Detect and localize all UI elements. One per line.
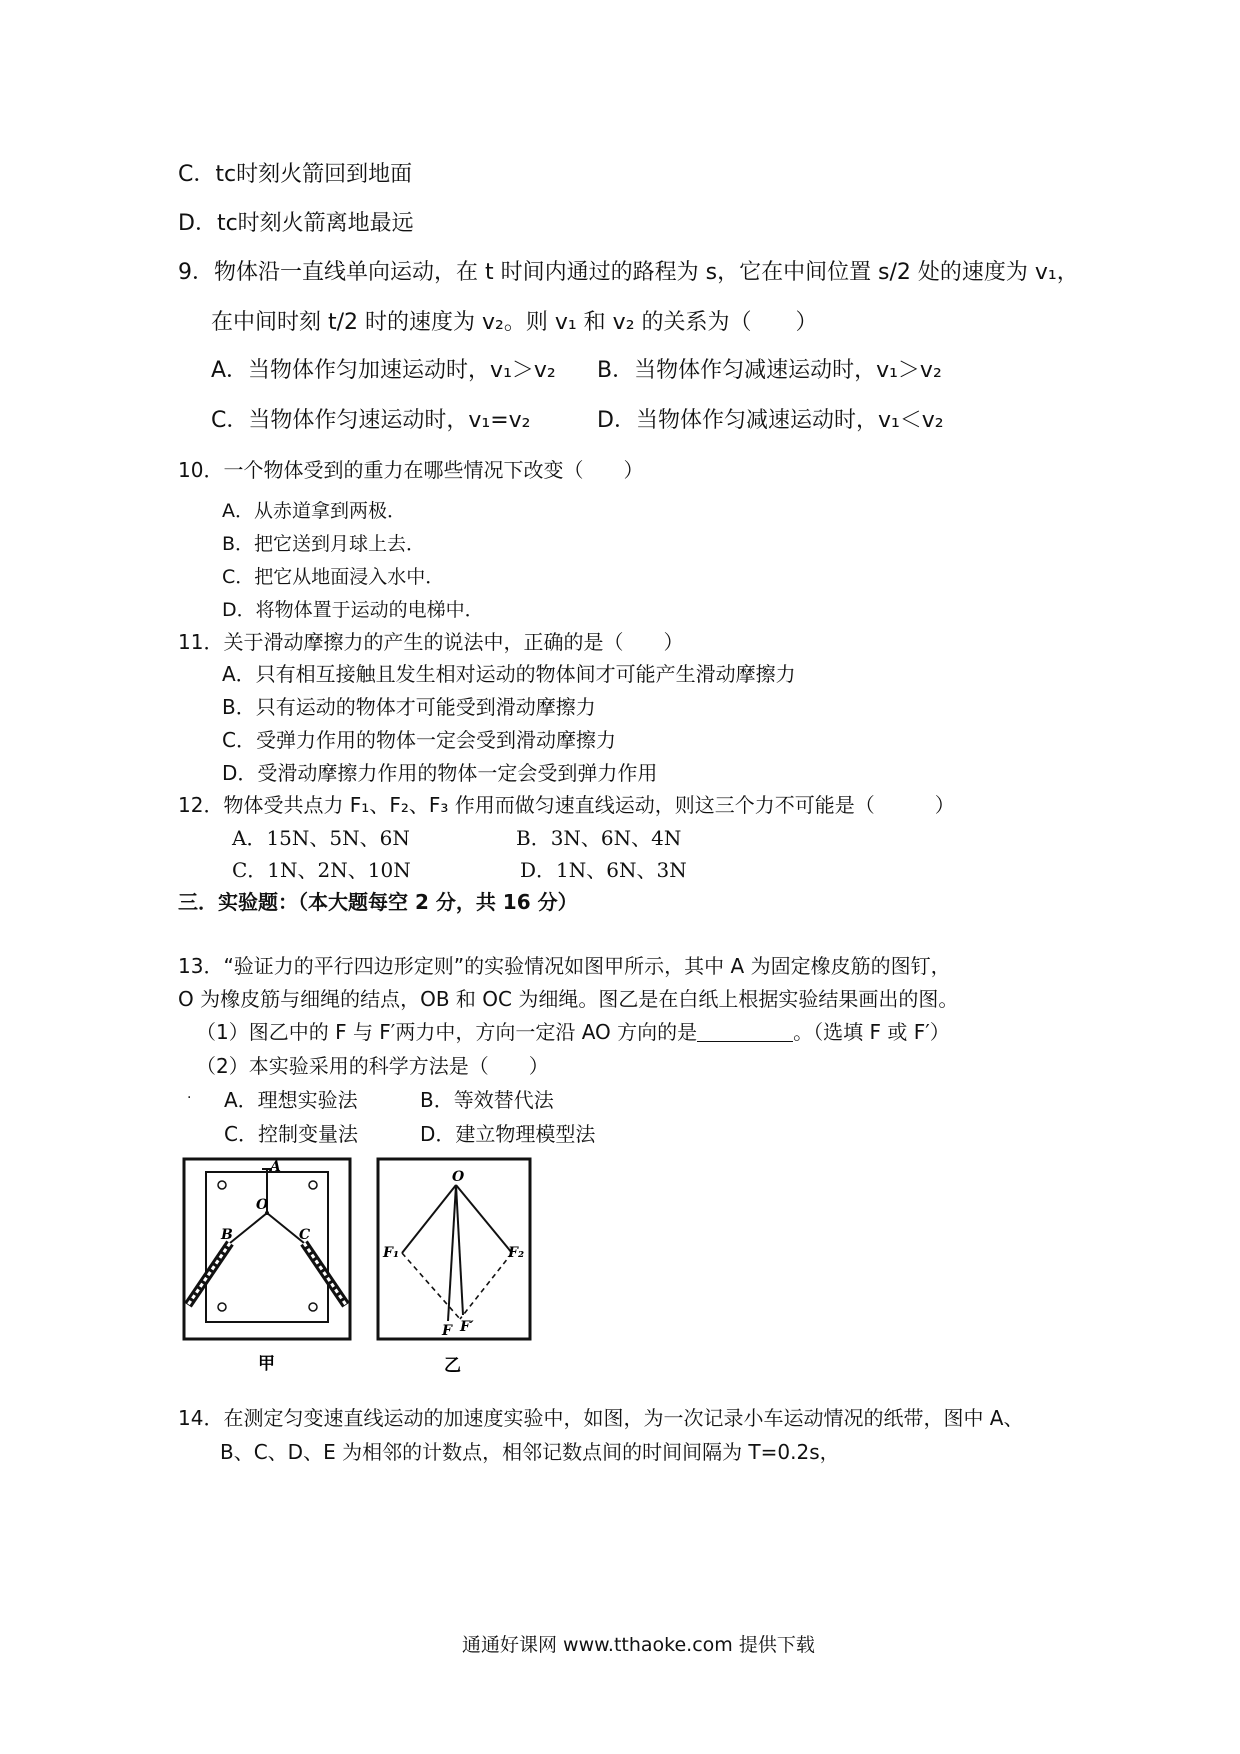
q13-option-b: B．等效替代法 bbox=[420, 1088, 554, 1112]
q12-option-c: C．1N、2N、10N bbox=[232, 858, 411, 882]
q9-option-d: D．当物体作匀减速运动时，v₁＜v₂ bbox=[597, 408, 944, 433]
q9-option-c: C．当物体作匀速运动时，v₁=v₂ bbox=[211, 408, 531, 433]
q13-option-a: A．理想实验法 bbox=[224, 1088, 358, 1112]
q13-part1-text: （1）图乙中的 F 与 F′两力中，方向一定沿 AO 方向的是 bbox=[196, 1020, 698, 1044]
label-f-prime: F′ bbox=[460, 1319, 474, 1335]
q13-stem-line1: 13．“验证力的平行四边形定则”的实验情况如图甲所示，其中 A 为固定橡皮筋的图钉， bbox=[178, 954, 951, 978]
vector-f1 bbox=[402, 1185, 456, 1253]
q11-option-a: A．只有相互接触且发生相对运动的物体间才可能产生滑动摩擦力 bbox=[222, 662, 796, 686]
q12-option-a: A．15N、5N、6N bbox=[232, 826, 410, 850]
q10-option-d: D．将物体置于运动的电梯中． bbox=[222, 599, 484, 621]
q9-stem-line2: 在中间时刻 t/2 时的速度为 v₂。则 v₁ 和 v₂ 的关系为（ ） bbox=[211, 310, 818, 335]
spring-scale-left bbox=[188, 1243, 230, 1305]
answer-blank bbox=[697, 1023, 793, 1042]
q11-option-b: B．只有运动的物体才可能受到滑动摩擦力 bbox=[222, 695, 596, 719]
q10-option-c: C．把它从地面浸入水中． bbox=[222, 566, 445, 588]
figure-yi bbox=[374, 1155, 534, 1375]
vector-f2 bbox=[456, 1185, 512, 1253]
label-f1: F₁ bbox=[383, 1245, 400, 1261]
q13-part1 bbox=[196, 1022, 950, 1042]
vector-f bbox=[448, 1185, 456, 1321]
pin-icon bbox=[309, 1303, 317, 1311]
page-footer: 通通好课网 www.tthaoke.com 提供下载 bbox=[462, 1634, 815, 1656]
q11-option-c: C．受弹力作用的物体一定会受到滑动摩擦力 bbox=[222, 728, 616, 752]
q14-stem-line2: B、C、D、E 为相邻的计数点，相邻记数点间的时间间隔为 T=0.2s， bbox=[220, 1440, 840, 1464]
q13-option-d: D．建立物理模型法 bbox=[420, 1122, 596, 1146]
parallelogram-edge bbox=[460, 1253, 512, 1319]
q10-option-a: A．从赤道拿到两极． bbox=[222, 500, 406, 522]
q13-part2: （2）本实验采用的科学方法是（ ） bbox=[196, 1054, 549, 1078]
label-o: O bbox=[452, 1169, 465, 1185]
q12-option-b: B．3N、6N、4N bbox=[516, 826, 682, 850]
q13-stem-line2: O 为橡皮筋与细绳的结点，OB 和 OC 为细绳。图乙是在白纸上根据实验结果画出的图。 bbox=[178, 987, 959, 1011]
pin-icon bbox=[218, 1303, 226, 1311]
label-f2: F₂ bbox=[508, 1245, 525, 1261]
q10-option-b: B．把它送到月球上去． bbox=[222, 533, 426, 555]
label-b: B bbox=[221, 1227, 233, 1243]
q14-stem-line1: 14．在测定匀变速直线运动的加速度实验中，如图，为一次记录小车运动情况的纸带，图中 A、 bbox=[178, 1406, 1024, 1430]
pin-icon bbox=[218, 1181, 226, 1189]
q13-option-c: C．控制变量法 bbox=[224, 1122, 358, 1146]
string-ob bbox=[230, 1213, 267, 1243]
q8-option-c: C．tc时刻火箭回到地面 bbox=[178, 162, 413, 187]
q10-stem: 10．一个物体受到的重力在哪些情况下改变（ ） bbox=[178, 458, 644, 482]
label-c: C bbox=[299, 1227, 311, 1243]
label-f: F bbox=[442, 1323, 452, 1339]
section-heading: 三．实验题：（本大题每空 2 分，共 16 分） bbox=[178, 890, 578, 914]
pin-icon bbox=[309, 1181, 317, 1189]
q13-part1-suffix: 。（选填 F 或 F′） bbox=[793, 1020, 950, 1044]
q11-option-d: D．受滑动摩擦力作用的物体一定会受到弹力作用 bbox=[222, 761, 658, 785]
q8-option-d: D．tc时刻火箭离地最远 bbox=[178, 211, 414, 236]
caption-jia: 甲 bbox=[258, 1354, 275, 1374]
vector-f-prime bbox=[456, 1185, 463, 1315]
q12-option-d: D．1N、6N、3N bbox=[520, 858, 687, 882]
label-a: A bbox=[270, 1159, 281, 1175]
spring-scale-right bbox=[304, 1243, 346, 1305]
q12-stem: 12．物体受共点力 F₁、F₂、F₃ 作用而做匀速直线运动，则这三个力不可能是（ ） bbox=[178, 793, 955, 817]
stray-mark: . bbox=[187, 1086, 192, 1102]
q9-option-b: B．当物体作匀减速运动时，v₁＞v₂ bbox=[597, 358, 942, 383]
q11-stem: 11．关于滑动摩擦力的产生的说法中，正确的是（ ） bbox=[178, 630, 684, 654]
caption-yi: 乙 bbox=[444, 1356, 461, 1375]
label-o: O bbox=[256, 1197, 269, 1213]
figure-jia bbox=[180, 1155, 355, 1375]
q9-option-a: A．当物体作匀加速运动时，v₁＞v₂ bbox=[211, 358, 556, 383]
q9-stem-line1: 9．物体沿一直线单向运动，在 t 时间内通过的路程为 s，它在中间位置 s/2 处的速度为 v₁， bbox=[178, 260, 1079, 285]
